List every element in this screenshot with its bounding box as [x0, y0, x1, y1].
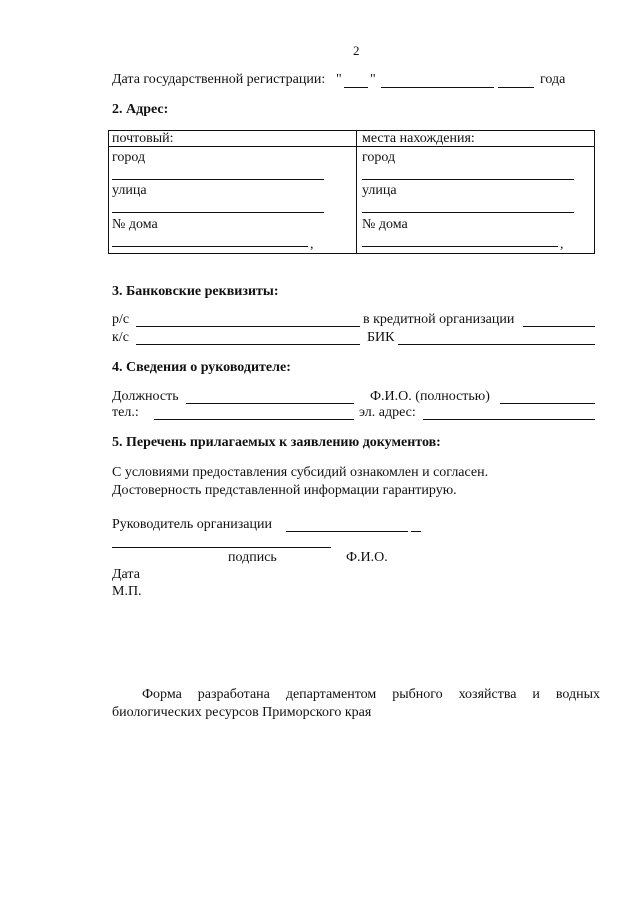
seal-label: М.П. [112, 584, 142, 599]
ks-field[interactable] [136, 344, 360, 345]
year-field[interactable] [498, 87, 534, 88]
month-field[interactable] [381, 87, 494, 88]
table-right-border [594, 130, 595, 254]
head-field[interactable] [286, 531, 408, 532]
page-number: 2 [353, 43, 360, 58]
rs-label: р/с [112, 312, 130, 327]
table-bottom-border [108, 253, 594, 254]
postal-house-field[interactable] [112, 246, 308, 247]
guarantee-line: Достоверность представленной информации гарантирую. [112, 483, 457, 498]
agreement-line: С условиями предоставления субсидий ознакомлен и согласен. [112, 465, 489, 480]
postal-street-label: улица [112, 183, 147, 198]
manager-heading: 4. Сведения о руководителе: [112, 360, 291, 375]
position-field[interactable] [186, 403, 354, 404]
location-street-field[interactable] [362, 212, 574, 213]
fio-full-field[interactable] [500, 403, 595, 404]
postal-house-label: № дома [112, 217, 158, 232]
credit-org-field[interactable] [523, 326, 595, 327]
location-house-comma: , [560, 237, 564, 252]
footer-line-1: Форма разработана департаментом рыбного хозяйства и водных [142, 687, 600, 702]
footer-line-2: биологических ресурсов Приморского края [112, 705, 372, 720]
address-heading: 2. Адрес: [112, 102, 169, 117]
credit-org-label: в кредитной организации [363, 312, 515, 327]
table-middle-border [356, 130, 357, 254]
bik-field[interactable] [398, 344, 595, 345]
location-city-label: город [362, 150, 396, 165]
date-label: Дата [112, 567, 140, 582]
position-label: Должность [112, 389, 179, 404]
head-field-tail [411, 531, 421, 532]
table-left-border [108, 130, 109, 254]
location-city-field[interactable] [362, 179, 574, 180]
email-label: эл. адрес: [359, 405, 416, 420]
postal-header: почтовый: [112, 131, 174, 146]
fio-full-label: Ф.И.О. (полностью) [370, 389, 490, 404]
postal-house-comma: , [310, 237, 314, 252]
rs-field[interactable] [136, 326, 360, 327]
signature-line[interactable] [112, 547, 331, 548]
location-street-label: улица [362, 183, 397, 198]
year-word: года [540, 72, 566, 87]
registration-date-label: Дата государственной регистрации: [112, 72, 326, 87]
day-field[interactable] [344, 87, 368, 88]
location-house-label: № дома [362, 217, 408, 232]
phone-label: тел.: [112, 405, 139, 420]
fio-label: Ф.И.О. [346, 550, 388, 565]
location-header: места нахождения: [362, 131, 475, 146]
email-field[interactable] [423, 419, 595, 420]
phone-field[interactable] [154, 419, 354, 420]
postal-street-field[interactable] [112, 212, 324, 213]
open-quote: " [336, 72, 342, 87]
ks-label: к/с [112, 330, 129, 345]
postal-city-field[interactable] [112, 179, 324, 180]
bik-label: БИК [367, 330, 395, 345]
documents-heading: 5. Перечень прилагаемых к заявлению документов: [112, 435, 441, 450]
close-quote: " [370, 72, 376, 87]
bank-heading: 3. Банковские реквизиты: [112, 284, 279, 299]
table-top-border [108, 130, 594, 131]
location-house-field[interactable] [362, 246, 558, 247]
head-label: Руководитель организации [112, 517, 272, 532]
postal-city-label: город [112, 150, 146, 165]
table-header-border [108, 146, 594, 147]
sign-label: подпись [228, 550, 277, 565]
